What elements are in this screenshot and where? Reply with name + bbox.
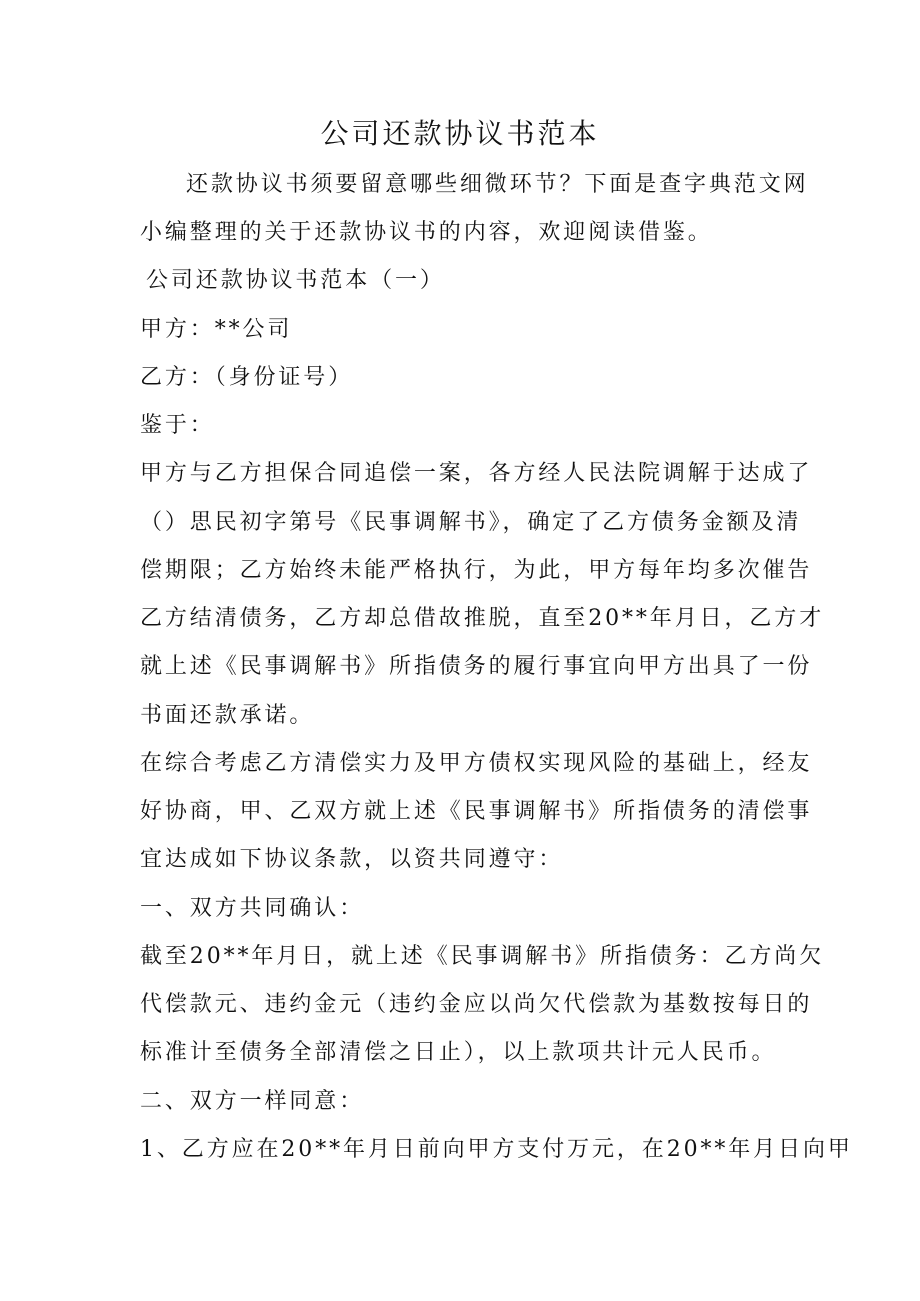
party-b: 乙方：（身份证号） xyxy=(140,365,354,390)
body-line-2: （）思民初字第号《民事调解书》，确定了乙方债务金额及清 xyxy=(140,510,802,535)
intro-line-2: 小编整理的关于还款协议书的内容，欢迎阅读借鉴。 xyxy=(140,220,713,245)
clause-1-line-1: 截至20**年月日，就上述《民事调解书》所指债务：乙方尚欠 xyxy=(140,944,825,969)
body-line-1: 甲方与乙方担保合同追偿一案，各方经人民法院调解于达成了 xyxy=(140,461,813,486)
body-line-7: 在综合考虑乙方清偿实力及甲方债权实现风险的基础上，经友 xyxy=(140,751,813,776)
body-line-4: 乙方结清债务，乙方却总借故推脱，直至20**年月日，乙方才 xyxy=(140,606,825,631)
intro-line-1: 还款协议书须要留意哪些细微环节？下面是查字典范文网 xyxy=(186,172,809,197)
clause-2-heading: 二、双方一样同意： xyxy=(140,1089,365,1114)
body-line-3: 偿期限；乙方始终未能严格执行，为此，甲方每年均多次催告 xyxy=(140,558,813,583)
section-heading: 公司还款协议书范本（一） xyxy=(146,268,445,293)
party-a: 甲方：**公司 xyxy=(140,317,293,342)
body-line-8: 好协商，甲、乙双方就上述《民事调解书》所指债务的清偿事 xyxy=(140,799,813,824)
document-title: 公司还款协议书范本 xyxy=(320,117,600,150)
body-line-6: 书面还款承诺。 xyxy=(140,703,315,728)
body-line-5: 就上述《民事调解书》所指债务的履行事宜向甲方出具了一份 xyxy=(140,654,813,679)
clause-1-heading: 一、双方共同确认： xyxy=(140,896,365,921)
clause-1-line-2: 代偿款元、违约金元（违约金应以尚欠代偿款为基数按每日的 xyxy=(140,992,813,1017)
whereas-label: 鉴于： xyxy=(140,413,215,438)
clause-1-line-3: 标准计至债务全部清偿之日止），以上款项共计元人民币。 xyxy=(140,1040,777,1065)
clause-2-item-1: 1、乙方应在20**年月日前向甲方支付万元，在20**年月日向甲 xyxy=(140,1137,853,1162)
body-line-9: 宜达成如下协议条款，以资共同遵守： xyxy=(140,847,564,872)
